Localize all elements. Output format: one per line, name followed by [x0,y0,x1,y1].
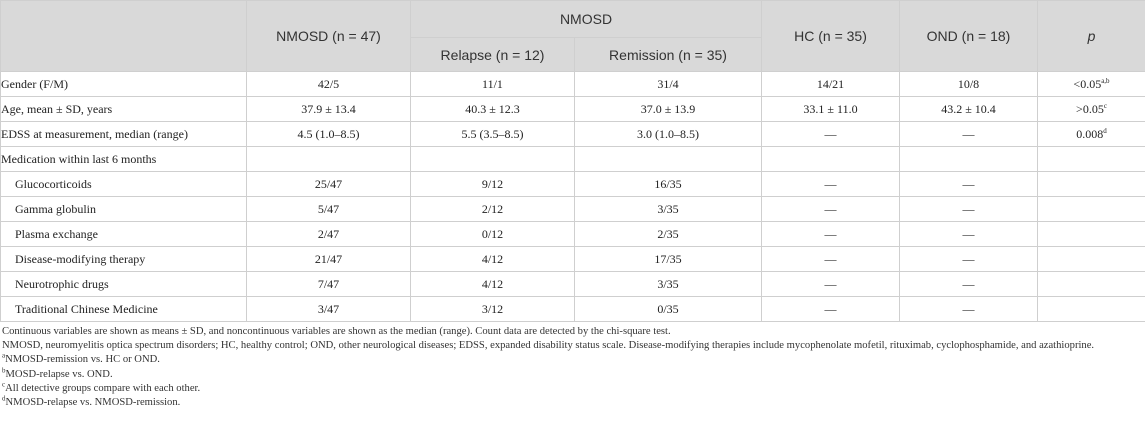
cell-relapse [411,147,575,172]
table-footnotes [0,322,1145,410]
footnote: $^b$MOSD-relapse vs. OND. [2,366,113,380]
cell-remission: 2/35 [575,222,762,247]
cell-remission: 37.0 ± 13.9 [575,97,762,122]
cell-hc: — [762,197,900,222]
header-nmosd-group: NMOSD [411,1,762,38]
cell-nmosd: 25/47 [247,172,411,197]
row-label: Disease-modifying therapy [1,247,247,272]
cell-nmosd: 37.9 ± 13.4 [247,97,411,122]
cell-hc: 14/21 [762,72,900,97]
cell-p [1038,147,1145,172]
cell-remission [575,147,762,172]
row-label: Traditional Chinese Medicine [1,297,247,322]
cell-nmosd: 2/47 [247,222,411,247]
header-nmosd-total: NMOSD (n = 47) [247,1,411,72]
header-p: p [1038,1,1145,72]
header-empty [1,1,247,72]
cell-hc: — [762,297,900,322]
cell-ond: — [900,197,1038,222]
cell-ond: — [900,272,1038,297]
row-label: Gender (F/M) [1,72,247,97]
cell-p: 0.008$^d$ [1038,122,1145,147]
cell-remission: 3/35 [575,197,762,222]
cell-relapse: 4/12 [411,247,575,272]
cell-nmosd: 42/5 [247,72,411,97]
row-label: Glucocorticoids [1,172,247,197]
footnote: $^d$NMOSD-relapse vs. NMOSD-remission. [2,394,181,409]
cell-relapse: 5.5 (3.5–8.5) [411,122,575,147]
cell-p: $<0.05^{a,b}$ [1038,72,1145,97]
footnote: NMOSD, neuromyelitis optica spectrum disorders; HC, healthy control; OND, other neurological diseases; EDSS, expanded disability status scale. Disease-modifying therapies include mycophenolate mofetil, rituximab, cyclophosphamide, and azathioprine. [2,340,1095,352]
cell-remission: 3.0 (1.0–8.5) [575,122,762,147]
cell-relapse: 40.3 ± 12.3 [411,97,575,122]
table-row [1,172,1145,197]
row-label: EDSS at measurement, median (range) [1,122,247,147]
table-row [1,297,1145,322]
table-row [1,147,1145,172]
table-body [1,72,1145,322]
cell-nmosd: 3/47 [247,297,411,322]
footnote: $^c$All detective groups compare with each other. [2,380,201,394]
table-row [1,72,1145,97]
cell-remission: 17/35 [575,247,762,272]
row-label: Gamma globulin [1,197,247,222]
header-remission: Remission (n = 35) [575,38,762,72]
footnote: Continuous variables are shown as means ± SD, and noncontinuous variables are shown as the median (range). Count data are detected by the chi-square test. [2,326,671,337]
cell-ond: — [900,122,1038,147]
cell-p [1038,247,1145,272]
cell-relapse: 4/12 [411,272,575,297]
cell-ond: — [900,297,1038,322]
row-label: Neurotrophic drugs [1,272,247,297]
cell-p [1038,197,1145,222]
table-row [1,97,1145,122]
cell-remission: 3/35 [575,272,762,297]
footnote: $^a$NMOSD-remission vs. HC or OND. [2,351,160,366]
cell-hc [762,147,900,172]
cell-ond: — [900,247,1038,272]
cell-relapse: 0/12 [411,222,575,247]
cell-relapse: 3/12 [411,297,575,322]
cell-ond [900,147,1038,172]
cell-nmosd: 21/47 [247,247,411,272]
cell-p [1038,297,1145,322]
cell-p [1038,272,1145,297]
table-row [1,197,1145,222]
header-ond: OND (n = 18) [900,1,1038,72]
cell-remission: 16/35 [575,172,762,197]
cell-remission: 0/35 [575,297,762,322]
row-label: Plasma exchange [1,222,247,247]
cell-relapse: 2/12 [411,197,575,222]
cell-hc: — [762,222,900,247]
cell-p [1038,172,1145,197]
cell-p [1038,222,1145,247]
row-label: Age, mean ± SD, years [1,97,247,122]
table-row [1,222,1145,247]
cell-remission: 31/4 [575,72,762,97]
cell-hc: — [762,247,900,272]
table-row [1,122,1145,147]
table-row [1,247,1145,272]
cell-nmosd [247,147,411,172]
cell-ond: 43.2 ± 10.4 [900,97,1038,122]
cell-hc: — [762,122,900,147]
cell-hc: — [762,272,900,297]
cell-p: >0.05$^c$ [1038,97,1145,122]
cell-nmosd: 4.5 (1.0–8.5) [247,122,411,147]
cell-relapse: 9/12 [411,172,575,197]
cell-nmosd: 7/47 [247,272,411,297]
cell-hc: — [762,172,900,197]
row-label: Medication within last 6 months [1,147,247,172]
header-relapse: Relapse (n = 12) [411,38,575,72]
header-hc: HC (n = 35) [762,1,900,72]
cell-relapse: 11/1 [411,72,575,97]
cell-hc: 33.1 ± 11.0 [762,97,900,122]
cell-ond: — [900,172,1038,197]
table-row [1,272,1145,297]
cell-ond: 10/8 [900,72,1038,97]
cell-nmosd: 5/47 [247,197,411,222]
cell-ond: — [900,222,1038,247]
